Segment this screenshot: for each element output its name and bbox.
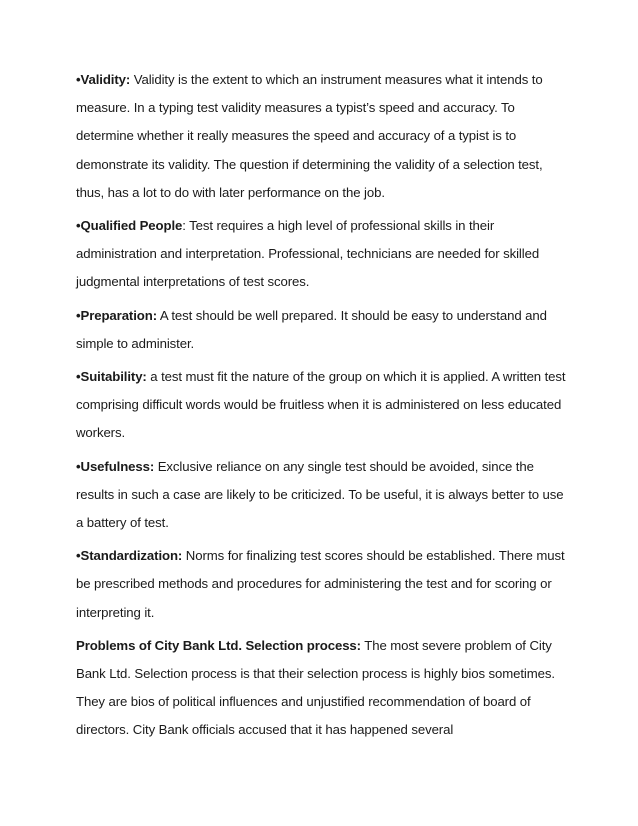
paragraph-qualified-people: [76, 212, 566, 297]
paragraph-selection-problems: [76, 632, 566, 745]
term-preparation: •Preparation:: [76, 307, 157, 323]
term-suitability: •Suitability:: [76, 369, 147, 385]
paragraph-suitability: [76, 363, 566, 448]
term-standardization: •Standardization:: [76, 548, 183, 564]
paragraph-standardization: [76, 542, 566, 627]
paragraph-validity: [76, 66, 566, 207]
paragraph-standardization-text: Norms for finalizing test scores should be established. There must be prescribed methods and procedures for administering the test and for scoring or interpreting it.: [76, 548, 565, 620]
paragraph-preparation-text: A test should be well prepared. It should be easy to understand and simple to administer.: [76, 307, 547, 351]
term-qualified-people: •Qualified People: [76, 218, 183, 234]
paragraph-suitability-text: a test must fit the nature of the group on which it is applied. A written test comprising difficult words would be fruitless when it is administered on less educated workers.: [76, 369, 566, 441]
paragraph-selection-problems-text: The most severe problem of City Bank Ltd. Selection process is that their selection process is highly bios sometimes. They are bios of political influences and unjustified recommendation of board of directors. City Bank officials accused that it has happened several: [76, 637, 555, 738]
term-selection-problems: Problems of City Bank Ltd. Selection process:: [76, 637, 361, 653]
document-page: [76, 66, 566, 750]
paragraph-qualified-people-text: : Test requires a high level of professional skills in their administration and interpretation. Professional, technicians are needed for skilled judgmental interpretations of test scores.: [76, 218, 540, 290]
paragraph-usefulness-text: Exclusive reliance on any single test should be avoided, since the results in such a case are likely to be criticized. To be useful, it is always better to use a battery of test.: [76, 458, 564, 531]
term-usefulness: •Usefulness:: [76, 458, 155, 474]
paragraph-preparation: [76, 302, 566, 358]
paragraph-validity-text: Validity is the extent to which an instrument measures what it intends to measure. In a typing test validity measures a typist’s speed and accuracy. To determine whether it really measures the speed and accuracy of a typist is to demonstrate its validity. The question if determining the validity of a selection test, thus, has a lot to do with later performance on the job.: [76, 72, 543, 200]
paragraph-usefulness: [76, 453, 566, 538]
term-validity: •Validity:: [76, 72, 131, 87]
